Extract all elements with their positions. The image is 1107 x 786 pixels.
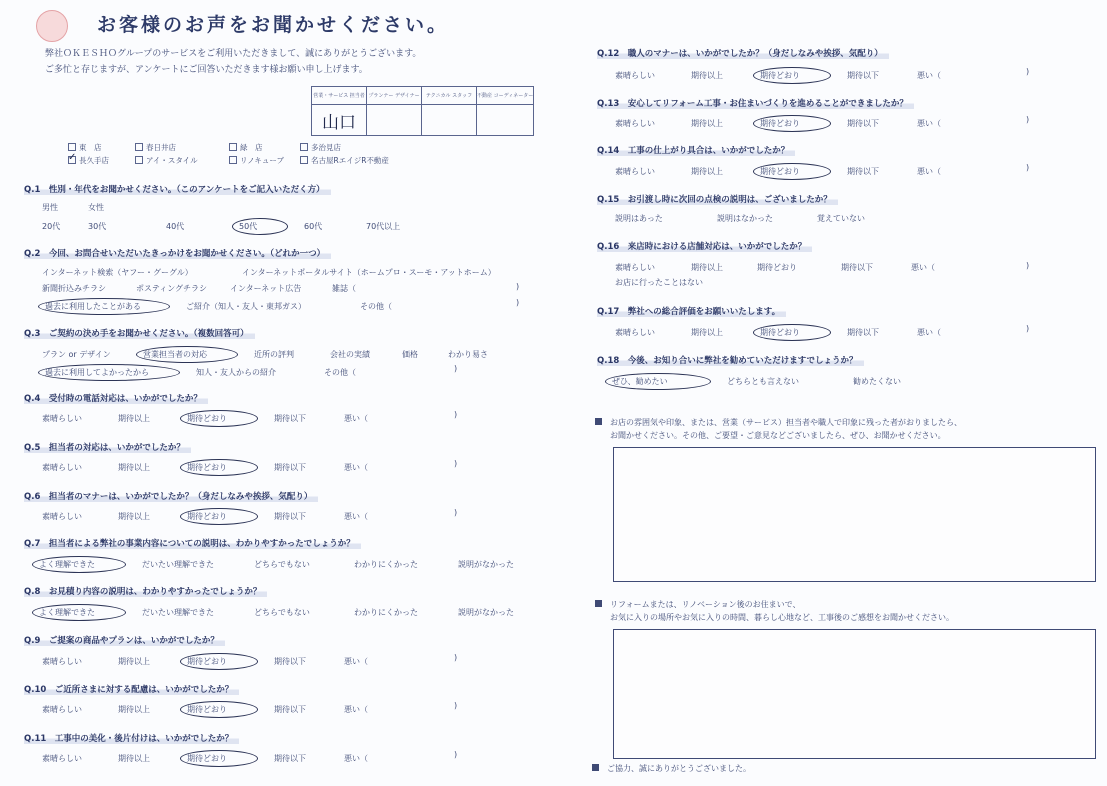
store-checkbox[interactable] [229,143,237,151]
q16-options [611,261,985,274]
q17-option[interactable]: 期待以上 [691,328,723,337]
q6-option[interactable]: 期待以上 [118,512,150,521]
q13-option[interactable]: 悪い（ [917,119,941,128]
q12-options [611,67,991,84]
q3-close-paren: ) [454,364,458,373]
q4-option-selected[interactable]: 期待どおり [180,410,258,427]
q12-option[interactable]: 素晴らしい [615,71,655,80]
q7-title: Q.7 担当者による弊社の事業内容についての説明は、わかりやすかったでしょうか？ [24,537,361,549]
staff-header-sales: 営業・サービス 担当者 [312,87,367,105]
q13-option[interactable]: 期待以下 [847,119,879,128]
q2-option[interactable]: インターネットポータルサイト（ホームプロ・スーモ・アットホーム） [242,268,496,277]
q17-title: Q.17 弊社への総合評価をお願いいたします。 [597,305,786,317]
q2-close-paren: ) [516,282,520,291]
q18-options [605,373,957,390]
comment1-line-1: お店の雰囲気や印象、または、営業（サービス）担当者や職人で印象に残った者がおりましたら、 [610,418,962,427]
q6-option[interactable]: 素晴らしい [42,512,82,521]
q16-option[interactable]: 素晴らしい [615,263,655,272]
q5-option[interactable]: 素晴らしい [42,463,82,472]
q14-option[interactable]: 期待以下 [847,167,879,176]
store-option[interactable] [229,155,284,166]
q3-option-selected[interactable]: 営業担当者の対応 [136,346,238,363]
q5-options [38,459,418,476]
staff-value-sales[interactable]: 山口 [312,105,367,136]
store-label: 名古屋RエイジR不動産 [311,156,389,165]
q2-option[interactable]: インターネット検索（ヤフー・グーグル） [42,268,193,277]
q3-option[interactable]: 近所の評判 [254,350,294,359]
q3-option[interactable]: わかり易さ [448,350,488,359]
store-option[interactable] [135,155,198,166]
store-option[interactable] [229,142,263,153]
q1-option-selected[interactable]: 50代 [232,218,288,235]
q14-option[interactable]: 悪い（ [917,167,941,176]
q12-option[interactable]: 悪い（ [917,71,941,80]
q1-option[interactable]: 20代 [42,222,61,231]
q4-title: Q.4 受付時の電話対応は、いかがでしたか？ [24,392,208,404]
q3-title: Q.3 ご契約の決め手をお聞かせください。（複数回答可） [24,327,255,339]
intro-line-2: ご多忙と存じますが、アンケートにご回答いただきます様お願い申し上げます。 [45,65,368,75]
store-label: 緑 店 [240,143,263,152]
q11-options [38,750,418,767]
q8-option[interactable]: どちらでもない [254,608,310,617]
q2-option[interactable]: その他（ [360,302,392,311]
q5-close-paren: ) [454,459,458,468]
q16-option[interactable]: 期待以下 [841,263,873,272]
q3-option[interactable]: 会社の実績 [330,350,370,359]
q4-option[interactable]: 悪い（ [344,414,368,423]
q11-option[interactable]: 悪い（ [344,754,368,763]
q16-option[interactable]: 期待どおり [757,263,797,272]
q9-options [38,653,418,670]
q11-option[interactable]: 期待以下 [274,754,306,763]
q13-option-selected[interactable]: 期待どおり [753,115,831,132]
q6-close-paren: ) [454,508,458,517]
q13-title: Q.13 安心してリフォーム工事・お住まいづくりを進めることができましたか？ [597,97,914,109]
q17-option-selected[interactable]: 期待どおり [753,324,831,341]
q4-close-paren: ) [454,410,458,419]
q15-option[interactable]: 説明はあった [615,214,663,223]
q3-options [38,346,512,363]
store-checkbox[interactable] [229,156,237,164]
q11-option[interactable]: 素晴らしい [42,754,82,763]
q5-option[interactable]: 期待以下 [274,463,306,472]
intro-line-1: 弊社ＯＫＥＳＨＯグループのサービスをご利用いただきまして、誠にありがとうございます。 [45,49,422,59]
q4-option[interactable]: 期待以上 [118,414,150,423]
q17-options [611,324,991,341]
q4-option[interactable]: 期待以下 [274,414,306,423]
q8-title: Q.8 お見積り内容の説明は、わかりやすかったでしょうか？ [24,585,267,597]
q18-option[interactable]: どちらとも言えない [727,377,799,386]
q2-option[interactable]: 新聞折込みチラシ [42,284,106,293]
q18-option[interactable]: 勧めたくない [853,377,901,386]
q15-title: Q.15 お引渡し時に次回の点検の説明は、ございましたか？ [597,193,838,205]
q2-option[interactable]: インターネット広告 [230,284,302,293]
q8-option[interactable]: 説明がなかった [458,608,514,617]
store-option[interactable] [135,142,176,153]
store-label: 長久手店 [79,156,109,165]
comment2-textarea[interactable] [613,629,1096,759]
store-label: 東 店 [79,143,102,152]
comment1-prompt [595,416,962,442]
q6-option[interactable]: 悪い（ [344,512,368,521]
q12-option[interactable]: 期待以下 [847,71,879,80]
store-label: リノキューブ [240,156,285,165]
q10-close-paren: ) [454,701,458,710]
q6-options [38,508,418,525]
q16-option[interactable]: 悪い（ [911,263,935,272]
q6-option[interactable]: 期待以下 [274,512,306,521]
q9-option[interactable]: 期待以下 [274,657,306,666]
q13-options [611,115,991,132]
q11-option-selected[interactable]: 期待どおり [180,750,258,767]
q7-option[interactable]: わかりにくかった [354,560,418,569]
comment2-prompt [595,598,954,624]
comment2-line-1: リフォームまたは、リノベーション後のお住まいで、 [610,600,801,609]
q9-title: Q.9 ご提案の商品やプランは、いかがでしたか？ [24,634,225,646]
q5-option[interactable]: 悪い（ [344,463,368,472]
q2-option[interactable]: ご紹介（知人・友人・東邦ガス） [186,302,306,311]
q11-title: Q.11 工事中の美化・後片付けは、いかがでしたか？ [24,732,239,744]
q17-option[interactable]: 悪い（ [917,328,941,337]
q2-options [38,282,426,295]
q8-option[interactable]: だいたい理解できた [142,608,214,617]
q15-option[interactable]: 覚えていない [817,214,865,223]
company-seal-stamp [36,10,68,42]
footer-text: ご協力、誠にありがとうございました。 [607,764,751,773]
staff-value-realestate[interactable] [477,105,534,136]
q4-options [38,410,418,427]
staff-value-technical[interactable] [422,105,477,136]
q1-option[interactable]: 60代 [304,222,323,231]
q1-option[interactable]: 女性 [88,203,104,212]
q14-options [611,163,991,180]
q3-option-selected[interactable]: 過去に利用してよかったから [38,364,180,381]
q7-option[interactable]: どちらでもない [254,560,310,569]
q16-option[interactable]: お店に行ったことはない [615,278,703,287]
store-checkbox[interactable] [300,143,308,151]
q12-title: Q.12 職人のマナーは、いかがでしたか？（身だしなみや挨拶、気配り） [597,47,889,59]
q10-option-selected[interactable]: 期待どおり [180,701,258,718]
staff-value-planner[interactable] [367,105,422,136]
staff-table [311,86,534,136]
q17-option[interactable]: 素晴らしい [615,328,655,337]
q11-close-paren: ) [454,750,458,759]
q6-title: Q.6 担当者のマナーは、いかがでしたか？（身だしなみや挨拶、気配り） [24,490,318,502]
staff-header-planner: プランナー デザイナー [367,87,422,105]
q14-option[interactable]: 素晴らしい [615,167,655,176]
store-checkbox[interactable] [68,143,76,151]
store-option[interactable] [300,155,389,166]
q16-options [611,276,739,289]
q1-option[interactable]: 男性 [42,203,58,212]
q17-option[interactable]: 期待以下 [847,328,879,337]
store-label: 春日井店 [146,143,176,152]
q7-option-selected[interactable]: よく理解できた [32,556,126,573]
store-label: アイ・スタイル [146,156,198,165]
q14-close-paren: ) [1026,163,1030,172]
q1-options [38,218,430,235]
store-option[interactable] [300,142,341,153]
page-title: お客様のお声をお聞かせください。 [97,14,450,36]
q2-option[interactable]: ポスティングチラシ [136,284,208,293]
store-option[interactable] [68,152,109,166]
q9-option[interactable]: 期待以上 [118,657,150,666]
q1-options [38,201,139,214]
q8-option[interactable]: わかりにくかった [354,608,418,617]
q13-option[interactable]: 素晴らしい [615,119,655,128]
q16-close-paren: ) [1026,261,1030,270]
q1-option[interactable]: 40代 [166,222,185,231]
q1-option[interactable]: 70代以上 [366,222,401,231]
q9-option[interactable]: 素晴らしい [42,657,82,666]
q17-close-paren: ) [1026,324,1030,333]
q10-options [38,701,418,718]
q13-close-paren: ) [1026,115,1030,124]
q6-option-selected[interactable]: 期待どおり [180,508,258,525]
store-checkbox[interactable] [135,143,143,151]
footer-thanks [592,763,751,774]
q5-option[interactable]: 期待以上 [118,463,150,472]
q3-option[interactable]: その他（ [324,368,356,377]
q2-options [38,298,484,315]
q10-option[interactable]: 素晴らしい [42,705,82,714]
q2-options [38,266,546,279]
q1-title: Q.1 性別・年代をお聞かせください。（このアンケートをご記入いただく方） [24,183,331,195]
q14-option[interactable]: 期待以上 [691,167,723,176]
q13-option[interactable]: 期待以上 [691,119,723,128]
q2-close-paren: ) [516,298,520,307]
q2-option-selected[interactable]: 過去に利用したことがある [38,298,170,315]
q16-option[interactable]: 期待以上 [691,263,723,272]
store-checkbox[interactable] [68,152,77,164]
q7-options [32,556,542,573]
q10-option[interactable]: 悪い（ [344,705,368,714]
q1-option[interactable]: 30代 [88,222,107,231]
store-label: 多治見店 [311,143,341,152]
comment2-line-2: お気に入りの場所やお気に入りの時間、暮らし心地など、工事後のご感想をお聞かせください。 [610,613,954,622]
staff-header-technical: テクニカル スタッフ [422,87,477,105]
q9-option-selected[interactable]: 期待どおり [180,653,258,670]
q18-title: Q.18 今後、お知り合いに弊社を勧めていただけますでしょうか？ [597,354,864,366]
q16-title: Q.16 来店時における店舗対応は、いかがでしたか？ [597,240,812,252]
q9-option[interactable]: 悪い（ [344,657,368,666]
store-checkbox[interactable] [135,156,143,164]
comment1-textarea[interactable] [613,447,1096,582]
q9-close-paren: ) [454,653,458,662]
q11-option[interactable]: 期待以上 [118,754,150,763]
q7-option[interactable]: だいたい理解できた [142,560,214,569]
q5-title: Q.5 担当者の対応は、いかがでしたか？ [24,441,191,453]
q10-option[interactable]: 期待以上 [118,705,150,714]
q15-options [611,212,911,225]
q10-option[interactable]: 期待以下 [274,705,306,714]
q2-title: Q.2 今回、お問合せいただいたきっかけをお聞かせください。（どれか一つ） [24,247,331,259]
comment1-line-2: お聞かせください。その他、ご要望・ご意見などございましたら、ぜひ、お聞かせください。 [610,431,946,440]
q12-close-paren: ) [1026,67,1030,76]
q4-option[interactable]: 素晴らしい [42,414,82,423]
q12-option-selected[interactable]: 期待どおり [753,67,831,84]
q5-option-selected[interactable]: 期待どおり [180,459,258,476]
q10-title: Q.10 ご近所さまに対する配慮は、いかがでしたか？ [24,683,239,695]
q3-option[interactable]: 知人・友人からの紹介 [196,368,276,377]
q8-options [32,604,542,621]
check-mark-icon: ✓ [68,152,77,163]
q3-option[interactable]: 価格 [402,350,418,359]
q18-option-selected[interactable]: ぜひ、勧めたい [605,373,711,390]
store-checkbox[interactable] [300,156,308,164]
q7-option[interactable]: 説明がなかった [458,560,514,569]
q8-option-selected[interactable]: よく理解できた [32,604,126,621]
q12-option[interactable]: 期待以上 [691,71,723,80]
q3-option[interactable]: プラン or デザイン [42,350,111,359]
q14-option-selected[interactable]: 期待どおり [753,163,831,180]
staff-header-realestate: 不動産 コーディネーター [477,87,534,105]
q15-option[interactable]: 説明はなかった [717,214,773,223]
q14-title: Q.14 工事の仕上がり具合は、いかがでしたか？ [597,144,795,156]
q3-options [38,364,388,381]
q2-option[interactable]: 雑誌（ [332,284,356,293]
